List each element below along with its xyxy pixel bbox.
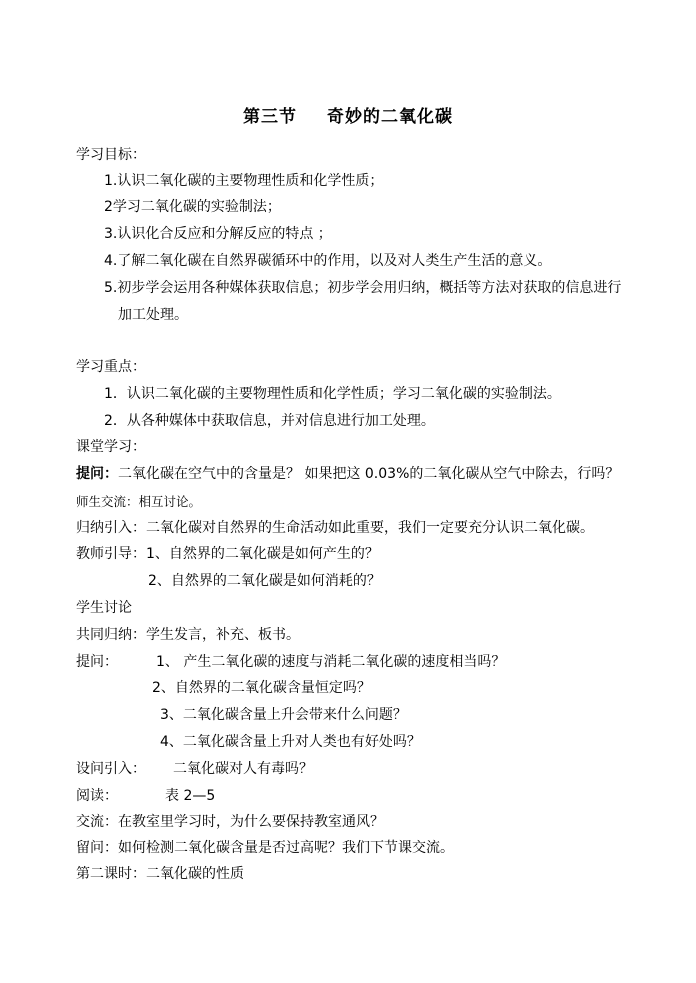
objectives-heading: 学习目标： xyxy=(76,147,146,163)
ask-item: 3、二氧化碳含量上升会带来什么问题？ xyxy=(160,707,407,723)
key-point-item: 2．从各种媒体中获取信息，并对信息进行加工处理。 xyxy=(104,413,435,429)
objective-item: 3.认识化合反应和分解反应的特点 ； xyxy=(104,226,332,242)
set-question-label: 设问引入： xyxy=(76,761,146,777)
student-discussion: 学生讨论 xyxy=(76,600,132,616)
question-line xyxy=(76,464,619,484)
objective-item: 5.初步学会运用各种媒体获取信息；初步学会用归纳，概括等方法对获取的信息进行 xyxy=(104,280,622,296)
ask-label: 提问： xyxy=(76,654,118,670)
ask-item: 4、二氧化碳含量上升对人类也有好处吗？ xyxy=(160,734,421,750)
title-topic: 奇妙的二氧化碳 xyxy=(327,107,453,127)
reading-label: 阅读： xyxy=(76,788,118,804)
key-point-item: 1．认识二氧化碳的主要物理性质和化学性质；学习二氧化碳的实验制法。 xyxy=(104,386,561,402)
objective-item-continued: 加工处理。 xyxy=(118,307,188,323)
key-points-heading: 学习重点： xyxy=(76,359,146,375)
objective-item: 1.认识二氧化碳的主要物理性质和化学性质； xyxy=(104,173,384,189)
set-question-text: 二氧化碳对人有毒吗？ xyxy=(173,761,313,777)
ask-item: 1、 产生二氧化碳的速度与消耗二氧化碳的速度相当吗？ xyxy=(156,654,506,670)
question-label: 提问： xyxy=(76,466,118,482)
teacher-guide-2: 2、自然界的二氧化碳是如何消耗的？ xyxy=(148,573,381,589)
objective-item: 2学习二氧化碳的实验制法； xyxy=(104,199,281,215)
title-section: 第三节 xyxy=(243,107,297,127)
classroom-heading: 课堂学习： xyxy=(76,439,146,455)
question-text: 二氧化碳在空气中的含量是？ 如果把这 0.03%的二氧化碳从空气中除去，行吗？ xyxy=(118,466,620,482)
common-summary: 共同归纳：学生发言，补充、板书。 xyxy=(76,627,300,643)
ask-item: 2、自然界的二氧化碳含量恒定吗？ xyxy=(152,680,371,696)
teacher-guide-1: 教师引导：1、自然界的二氧化碳是如何产生的？ xyxy=(76,546,379,562)
exchange-2-line: 交流：在教室里学习时，为什么要保持教室通风？ xyxy=(76,814,384,830)
leave-question-line: 留问：如何检测二氧化碳含量是否过高呢？我们下节课交流。 xyxy=(76,840,454,856)
exchange-line: 师生交流：相互讨论。 xyxy=(76,494,202,509)
second-period-line: 第二课时：二氧化碳的性质 xyxy=(76,866,244,882)
reading-text: 表 2—5 xyxy=(165,788,216,804)
summary-line: 归纳引入：二氧化碳对自然界的生命活动如此重要，我们一定要充分认识二氧化碳。 xyxy=(76,520,594,536)
objective-item: 4.了解二氧化碳在自然界碳循环中的作用，以及对人类生产生活的意义。 xyxy=(104,253,552,269)
page-title xyxy=(0,102,696,127)
